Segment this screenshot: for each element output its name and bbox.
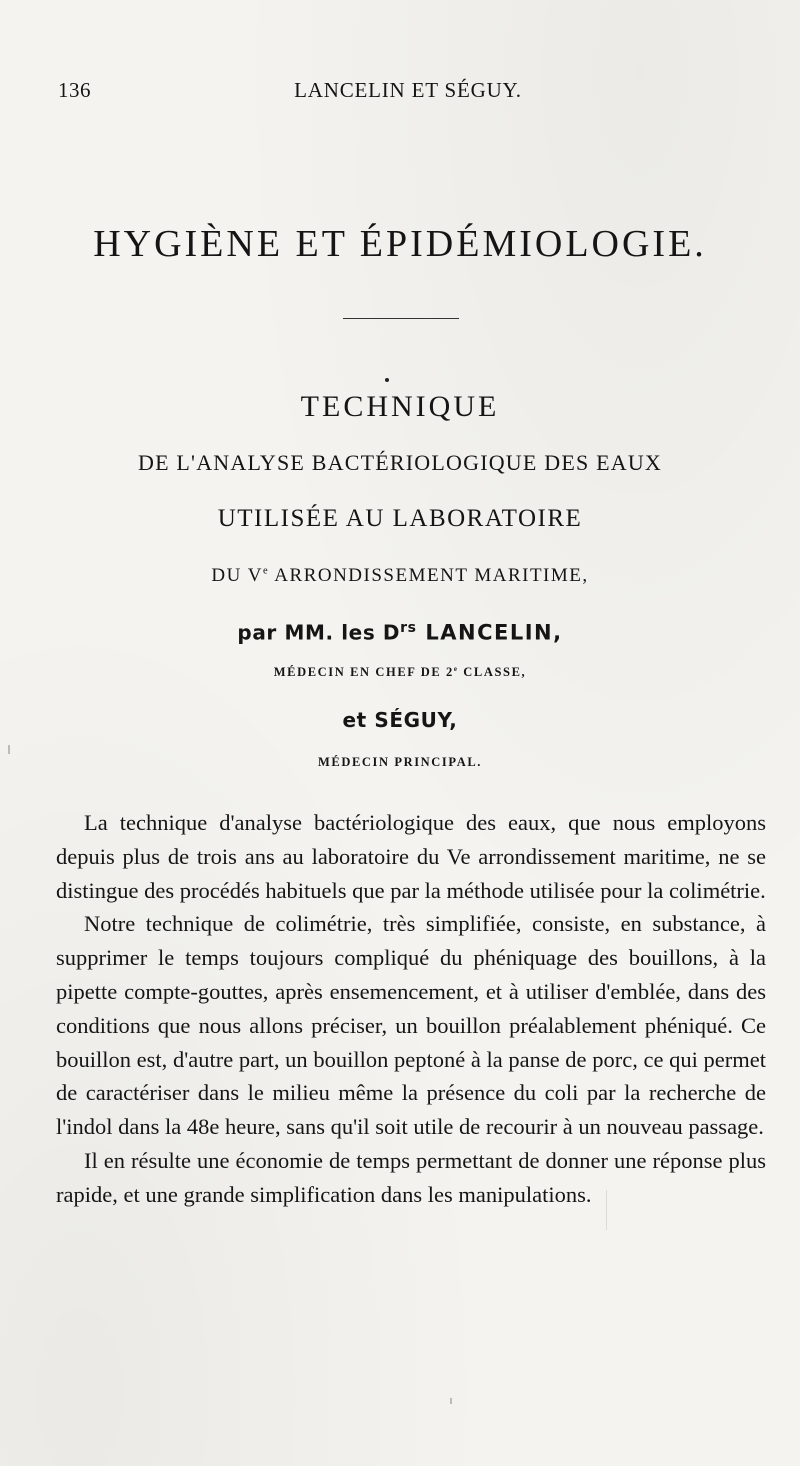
author-1-name: LANCELIN, bbox=[416, 620, 563, 645]
scan-streak bbox=[606, 1190, 607, 1230]
article-title-line-3: UTILISÉE AU LABORATOIRE bbox=[217, 505, 583, 532]
body-text bbox=[56, 806, 766, 1212]
page-number: 136 bbox=[58, 78, 91, 102]
article-title-line-4 bbox=[0, 565, 800, 587]
section-title: HYGIÈNE ET ÉPIDÉMIOLOGIE. bbox=[93, 223, 707, 265]
author-line-2: et SÉGUY, bbox=[342, 708, 458, 732]
author-1-prefix: par MM. les D bbox=[237, 620, 401, 645]
author-1-sup: rs bbox=[400, 620, 417, 636]
paragraph-2: Notre technique de colimétrie, très simplifiée, consiste, en substance, à supprimer le temps toujours compliqué du phéniquage des bouillons, à la pipette compte-gouttes, après ensemencement, et à utiliser d'emblée, dans des conditions que nous allons préciser, un bouillon préalablement phéniqué. Ce bouillon est, d'autre part, un bouillon peptoné à la panse de porc, ce qui permet de caractériser dans le milieu même la présence du coli par la recherche de l'indol dans la 48e heure, sans qu'il soit utile de recourir à un nouveau passage. bbox=[56, 911, 766, 1140]
author-line-1 bbox=[0, 620, 800, 645]
title-line-4-prefix: DU V bbox=[211, 565, 263, 586]
article-title-line-2: DE L'ANALYSE BACTÉRIOLOGIQUE DES EAUX bbox=[137, 450, 662, 475]
author-1-role bbox=[0, 665, 800, 680]
title-line-4-sup: e bbox=[262, 565, 270, 577]
title-line-4-suffix: ARRONDISSEMENT MARITIME, bbox=[269, 565, 589, 586]
author-2-role: MÉDECIN PRINCIPAL. bbox=[318, 755, 482, 769]
article-title-line-1: TECHNIQUE bbox=[300, 390, 500, 423]
title-dot bbox=[385, 378, 389, 382]
scan-speck bbox=[8, 745, 10, 754]
running-header bbox=[58, 78, 758, 108]
running-title: LANCELIN ET SÉGUY. bbox=[294, 78, 522, 102]
role-1-suffix: CLASSE, bbox=[458, 665, 527, 679]
title-rule bbox=[343, 318, 459, 319]
scan-speck bbox=[450, 1398, 452, 1404]
role-1-sup: e bbox=[453, 665, 459, 673]
paragraph-3: Il en résulte une économie de temps permettant de donner une réponse plus rapide, et une grande simplification dans les manipulations. bbox=[56, 1147, 766, 1207]
role-1-prefix: MÉDECIN EN CHEF DE 2 bbox=[273, 665, 454, 679]
paragraph-1: La technique d'analyse bactériologique des eaux, que nous employons depuis plus de trois ans au laboratoire du Ve arrondissement maritime, ne se distingue des procédés habituels que par la méthode utilisée pour la colimétrie. bbox=[56, 810, 766, 903]
